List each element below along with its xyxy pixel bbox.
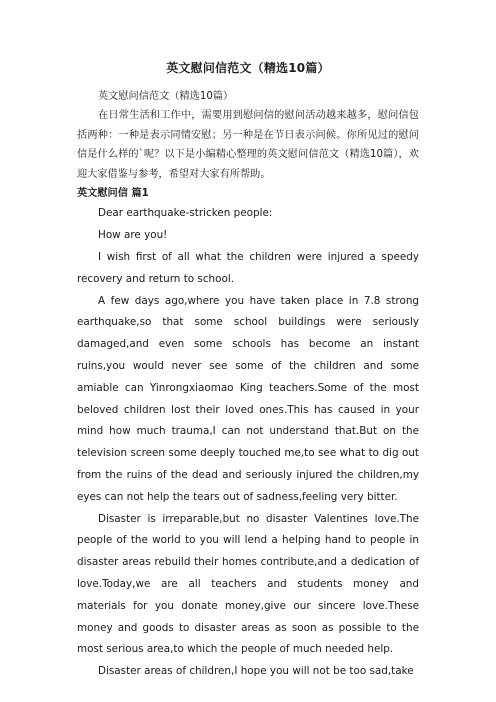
letter-paragraph: Disaster areas of children,I hope you will not be too sad,take	[98, 665, 414, 678]
letter-paragraph: Disaster is irreparable,but no disaster Valentines love.The people of the world to you will lend a helping hand to people in disaster areas rebuild their homes contribute,and a dedication of love.Today,we are all teachers and students money and materials for you donate money,give our sincere love.These money and goods to disaster areas as soon as possible to the most serious area,to which the people of much needed help.	[77, 512, 419, 656]
document-page	[77, 60, 419, 683]
letter-paragraph: I wish first of all what the children were injured a speedy recovery and return to school.	[77, 251, 419, 285]
letter-greeting: How are you!	[98, 229, 168, 242]
intro-title: 英文慰问信范文（精选10篇）	[98, 91, 234, 102]
letter-paragraph: A few days ago,where you have taken place in 7.8 strong earthquake,so that some school buildings were seriously damaged,and even some schools has become an instant ruins,you would never see some of the children and some amiable can Yinrongxiaomao King teachers.Some of the most beloved children lost their loved ones.This has caused in your mind how much trauma,I can not understand that.But on the television screen some deeply touched me,to see what to dig out from the ruins of the dead and seriously injured the children,my eyes can not help the tears out of sadness,feeling very bitter.	[77, 294, 419, 503]
section-heading: 英文慰问信 篇1	[77, 188, 149, 200]
letter-salutation: Dear earthquake-stricken people:	[98, 207, 273, 220]
document-title: 英文慰问信范文（精选10篇）	[166, 61, 330, 75]
intro-paragraph: 在日常生活和工作中，需要用到慰问信的慰问活动越来越多，慰问信包括两种：一种是表示同情安慰；另一种是在节日表示问候。你所见过的慰问信是什么样的`呢？以下是小编精心整理的英文慰问信范文（精选10篇），欢迎大家借鉴与参考，希望对大家有所帮助。	[77, 110, 419, 180]
